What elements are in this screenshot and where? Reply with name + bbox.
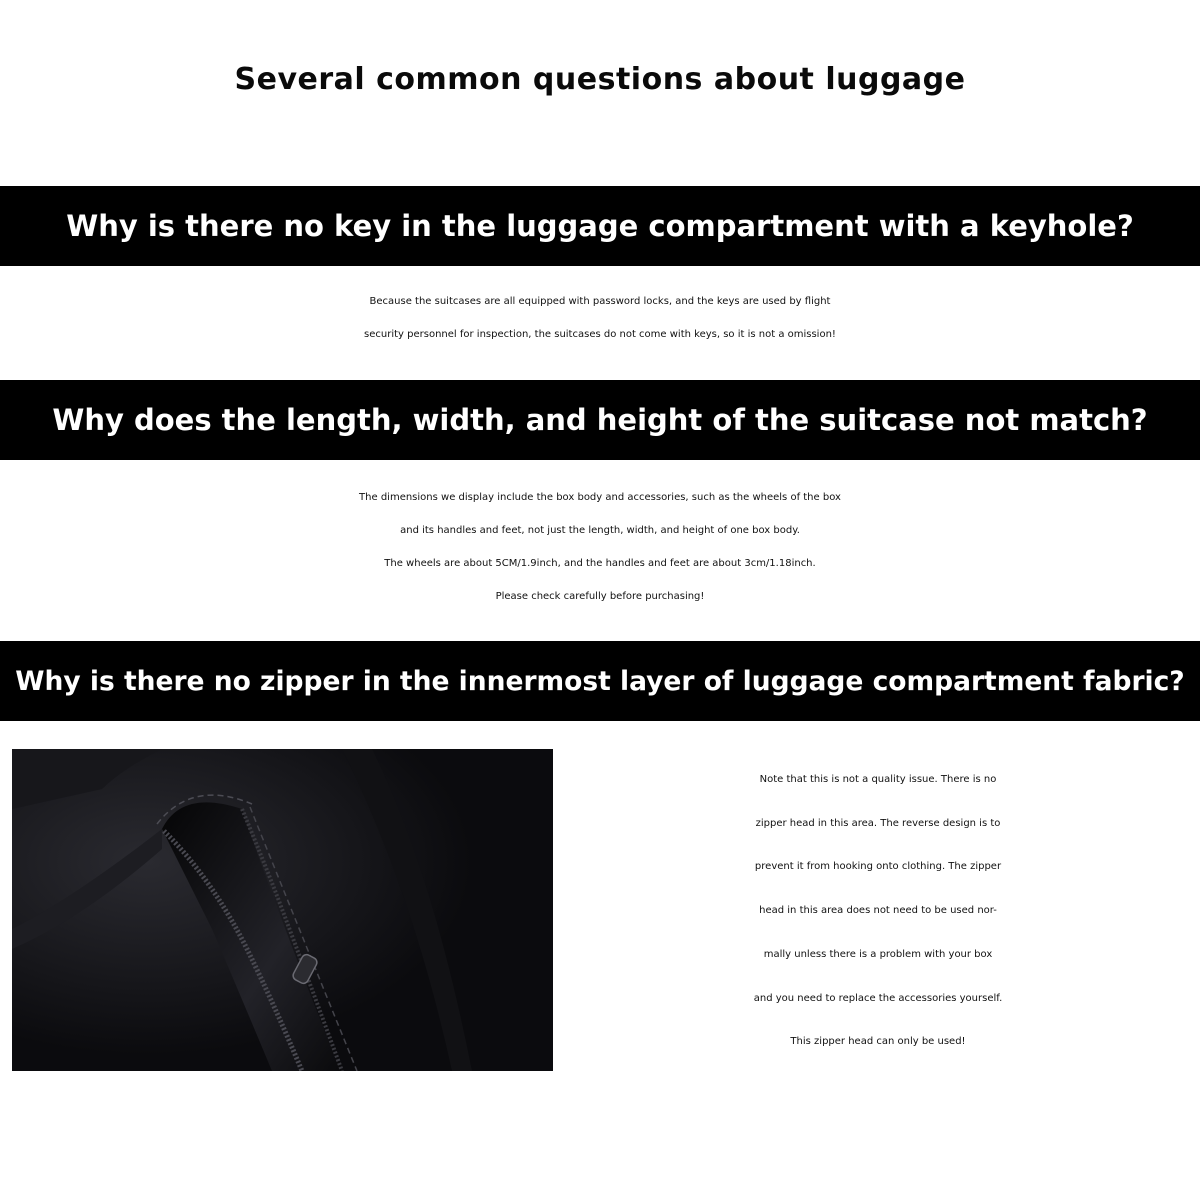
- note-line: and you need to replace the accessories yourself.: [753, 992, 1003, 1004]
- question-text: Why is there no zipper in the innermost layer of luggage compartment fabric?: [15, 665, 1185, 697]
- answer-line: The dimensions we display include the box body and accessories, such as the wheels of the box: [359, 492, 841, 503]
- note-line: prevent it from hooking onto clothing. The zipper: [754, 861, 1002, 873]
- question-text: Why is there no key in the luggage compartment with a keyhole?: [66, 209, 1134, 243]
- note-line: mally unless there is a problem with your box: [763, 948, 993, 960]
- question-text: Why does the length, width, and height of the suitcase not match?: [52, 403, 1148, 437]
- note-line: head in this area does not need to be used nor-: [759, 905, 997, 917]
- answer-line: Because the suitcases are all equipped with password locks, and the keys are used by flight: [369, 296, 831, 307]
- answer-dimensions: [0, 481, 1200, 613]
- page-title: Several common questions about luggage: [234, 62, 966, 97]
- zipper-photo: [12, 749, 553, 1071]
- answer-keyhole: [0, 285, 1200, 351]
- question-bar-keyhole: [0, 186, 1200, 266]
- note-line: This zipper head can only be used!: [790, 1036, 966, 1048]
- question-bar-zipper: [0, 641, 1200, 721]
- note-line: zipper head in this area. The reverse design is to: [755, 817, 1001, 829]
- answer-line: security personnel for inspection, the suitcases do not come with keys, so it is not a omission!: [364, 329, 836, 340]
- answer-line: Please check carefully before purchasing!: [495, 591, 705, 602]
- answer-line: and its handles and feet, not just the length, width, and height of one box body.: [400, 525, 800, 536]
- answer-line: The wheels are about 5CM/1.9inch, and the handles and feet are about 3cm/1.18inch.: [384, 558, 816, 569]
- note-line: Note that this is not a quality issue. There is no: [759, 774, 997, 785]
- zipper-note: [568, 758, 1188, 1064]
- question-bar-dimensions: [0, 380, 1200, 460]
